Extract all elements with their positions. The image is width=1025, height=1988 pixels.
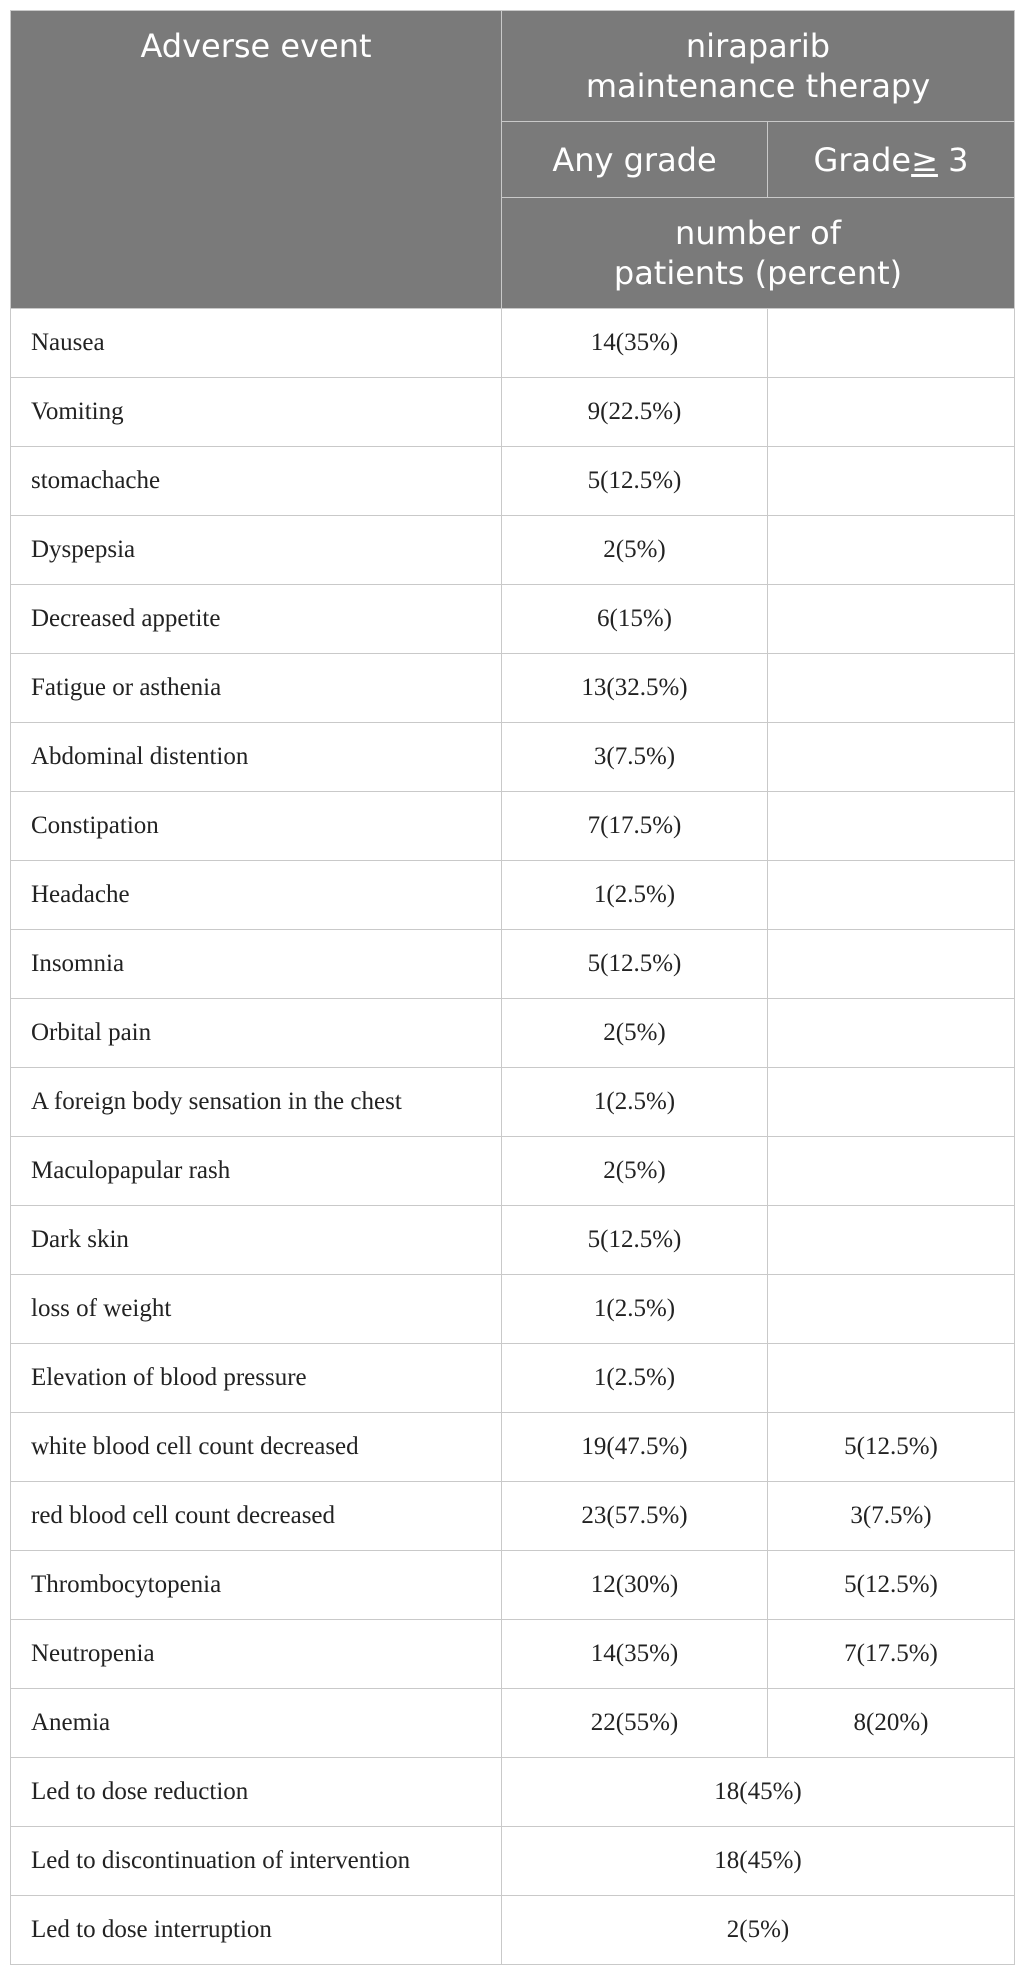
grade3-cell (768, 861, 1015, 930)
any-grade-cell: 2(5%) (502, 1137, 768, 1206)
adverse-events-table (10, 10, 1015, 1965)
adverse-event-cell: white blood cell count decreased (11, 1413, 502, 1482)
adverse-event-cell: Headache (11, 861, 502, 930)
table-row (11, 861, 1015, 930)
grade3-cell (768, 1068, 1015, 1137)
table-body (11, 309, 1015, 1965)
grade3-cell (768, 792, 1015, 861)
grade3-cell (768, 723, 1015, 792)
any-grade-cell: 2(5%) (502, 516, 768, 585)
header-group-title-line2: maintenance therapy (585, 67, 931, 105)
adverse-event-cell: Fatigue or asthenia (11, 654, 502, 723)
grade3-cell: 5(12.5%) (768, 1551, 1015, 1620)
header-group-title-line1: niraparib (685, 27, 831, 65)
grade3-cell: 8(20%) (768, 1689, 1015, 1758)
table-row (11, 999, 1015, 1068)
any-grade-cell: 9(22.5%) (502, 378, 768, 447)
table-row (11, 447, 1015, 516)
summary-row (11, 1896, 1015, 1965)
table-row (11, 1413, 1015, 1482)
summary-value-cell: 2(5%) (502, 1896, 1015, 1965)
grade3-cell (768, 309, 1015, 378)
table-row (11, 1620, 1015, 1689)
grade3-cell (768, 1206, 1015, 1275)
table-row (11, 723, 1015, 792)
table-row (11, 1482, 1015, 1551)
any-grade-cell: 13(32.5%) (502, 654, 768, 723)
adverse-event-cell: Dyspepsia (11, 516, 502, 585)
table-row (11, 1275, 1015, 1344)
table-header (11, 11, 1015, 309)
adverse-event-cell: Decreased appetite (11, 585, 502, 654)
header-adverse-event: Adverse event (11, 11, 502, 309)
any-grade-cell: 14(35%) (502, 309, 768, 378)
adverse-event-cell: Abdominal distention (11, 723, 502, 792)
header-grade-3 (768, 122, 1015, 198)
table-row (11, 1551, 1015, 1620)
grade3-cell: 3(7.5%) (768, 1482, 1015, 1551)
adverse-event-cell: Anemia (11, 1689, 502, 1758)
any-grade-cell: 5(12.5%) (502, 1206, 768, 1275)
header-grade-prefix: Grade (813, 140, 912, 179)
any-grade-cell: 1(2.5%) (502, 1275, 768, 1344)
grade3-cell (768, 1275, 1015, 1344)
header-group-title (502, 11, 1015, 122)
adverse-event-cell: Neutropenia (11, 1620, 502, 1689)
summary-value-cell: 18(45%) (502, 1758, 1015, 1827)
summary-row (11, 1758, 1015, 1827)
table-row (11, 1689, 1015, 1758)
summary-value-cell: 18(45%) (502, 1827, 1015, 1896)
header-grade-symbol: ≥ (911, 140, 938, 179)
any-grade-cell: 2(5%) (502, 999, 768, 1068)
any-grade-cell: 5(12.5%) (502, 447, 768, 516)
grade3-cell (768, 1137, 1015, 1206)
adverse-event-cell: Nausea (11, 309, 502, 378)
any-grade-cell: 23(57.5%) (502, 1482, 768, 1551)
grade3-cell (768, 447, 1015, 516)
any-grade-cell: 7(17.5%) (502, 792, 768, 861)
adverse-event-cell: A foreign body sensation in the chest (11, 1068, 502, 1137)
table-row (11, 1137, 1015, 1206)
table-row (11, 1068, 1015, 1137)
header-unit (502, 198, 1015, 309)
grade3-cell: 7(17.5%) (768, 1620, 1015, 1689)
table-row (11, 792, 1015, 861)
summary-event-cell: Led to discontinuation of intervention (11, 1827, 502, 1896)
grade3-cell (768, 378, 1015, 447)
any-grade-cell: 6(15%) (502, 585, 768, 654)
adverse-event-cell: Constipation (11, 792, 502, 861)
table-row (11, 378, 1015, 447)
grade3-cell: 5(12.5%) (768, 1413, 1015, 1482)
table-row (11, 585, 1015, 654)
adverse-event-cell: Vomiting (11, 378, 502, 447)
any-grade-cell: 5(12.5%) (502, 930, 768, 999)
table-row (11, 516, 1015, 585)
header-unit-line1: number of (675, 214, 841, 252)
adverse-event-cell: red blood cell count decreased (11, 1482, 502, 1551)
adverse-event-cell: Dark skin (11, 1206, 502, 1275)
table-row (11, 1344, 1015, 1413)
any-grade-cell: 14(35%) (502, 1620, 768, 1689)
adverse-event-cell: Elevation of blood pressure (11, 1344, 502, 1413)
adverse-event-cell: Thrombocytopenia (11, 1551, 502, 1620)
any-grade-cell: 1(2.5%) (502, 861, 768, 930)
summary-event-cell: Led to dose interruption (11, 1896, 502, 1965)
adverse-event-cell: loss of weight (11, 1275, 502, 1344)
header-grade-suffix: 3 (937, 140, 969, 179)
adverse-event-cell: Insomnia (11, 930, 502, 999)
adverse-event-cell: Orbital pain (11, 999, 502, 1068)
any-grade-cell: 1(2.5%) (502, 1344, 768, 1413)
table-row (11, 1206, 1015, 1275)
summary-event-cell: Led to dose reduction (11, 1758, 502, 1827)
grade3-cell (768, 1344, 1015, 1413)
header-any-grade: Any grade (502, 122, 768, 198)
any-grade-cell: 3(7.5%) (502, 723, 768, 792)
any-grade-cell: 22(55%) (502, 1689, 768, 1758)
table-row (11, 930, 1015, 999)
grade3-cell (768, 585, 1015, 654)
table-row (11, 309, 1015, 378)
grade3-cell (768, 930, 1015, 999)
adverse-event-cell: Maculopapular rash (11, 1137, 502, 1206)
grade3-cell (768, 516, 1015, 585)
grade3-cell (768, 999, 1015, 1068)
header-unit-line2: patients (percent) (613, 254, 903, 292)
any-grade-cell: 12(30%) (502, 1551, 768, 1620)
any-grade-cell: 19(47.5%) (502, 1413, 768, 1482)
summary-row (11, 1827, 1015, 1896)
any-grade-cell: 1(2.5%) (502, 1068, 768, 1137)
grade3-cell (768, 654, 1015, 723)
table-row (11, 654, 1015, 723)
adverse-event-cell: stomachache (11, 447, 502, 516)
